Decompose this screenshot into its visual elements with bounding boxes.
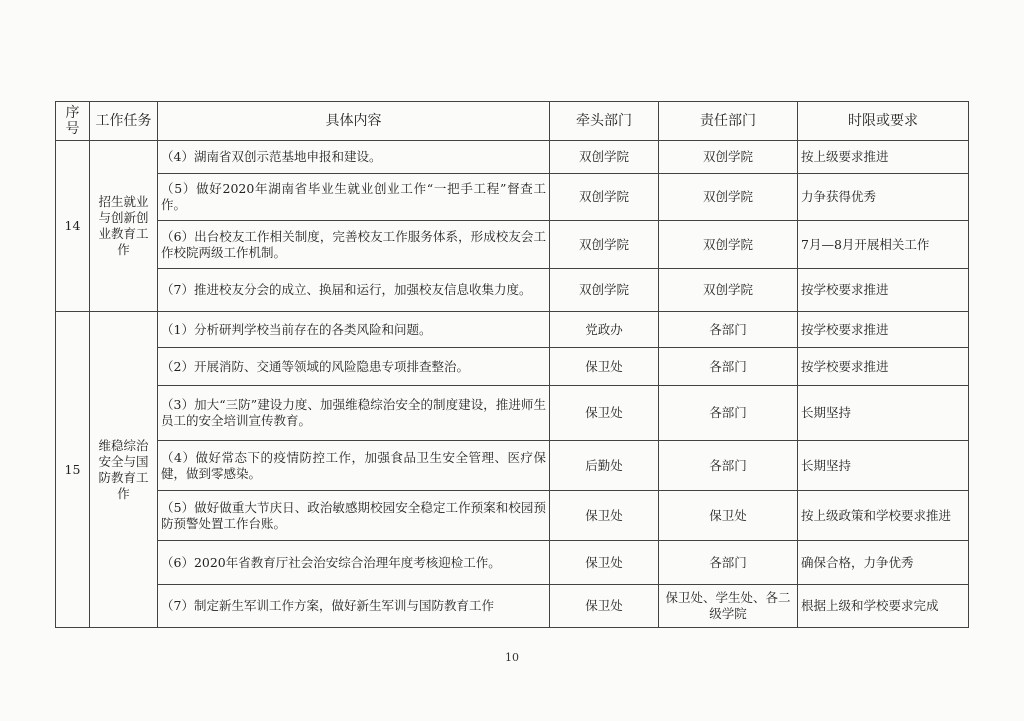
resp-dept-cell: 各部门 [659,541,798,585]
table-row [56,386,969,441]
content-cell: （7）制定新生军训工作方案，做好新生军训与国防教育工作 [158,585,550,628]
content-cell: （2）开展消防、交通等领域的风险隐患专项排查整治。 [158,348,550,386]
lead-dept-cell: 双创学院 [550,269,659,312]
lead-dept-cell: 保卫处 [550,541,659,585]
table-row [56,221,969,269]
resp-dept-cell: 双创学院 [659,221,798,269]
content-cell: （1）分析研判学校当前存在的各类风险和问题。 [158,312,550,348]
resp-dept-cell: 各部门 [659,348,798,386]
resp-dept-cell: 双创学院 [659,269,798,312]
header-seq: 序号 [56,102,90,141]
deadline-cell: 按学校要求推进 [798,269,969,312]
lead-dept-cell: 党政办 [550,312,659,348]
deadline-cell: 按上级要求推进 [798,141,969,174]
content-cell: （6）2020年省教育厅社会治安综合治理年度考核迎检工作。 [158,541,550,585]
header-lead-dept: 牵头部门 [550,102,659,141]
header-resp-dept: 责任部门 [659,102,798,141]
table-row [56,348,969,386]
table-row [56,585,969,628]
resp-dept-cell: 保卫处、学生处、各二级学院 [659,585,798,628]
deadline-cell: 7月—8月开展相关工作 [798,221,969,269]
resp-dept-cell: 双创学院 [659,174,798,221]
lead-dept-cell: 保卫处 [550,348,659,386]
deadline-cell: 按上级政策和学校要求推进 [798,491,969,541]
lead-dept-cell: 保卫处 [550,585,659,628]
content-cell: （3）加大“三防”建设力度、加强维稳综治安全的制度建设，推进师生员工的安全培训宣传教育。 [158,386,550,441]
table-row [56,174,969,221]
deadline-cell: 根据上级和学校要求完成 [798,585,969,628]
task-cell: 招生就业与创新创业教育工作 [90,141,158,312]
lead-dept-cell: 双创学院 [550,221,659,269]
header-task: 工作任务 [90,102,158,141]
table-row [56,491,969,541]
lead-dept-cell: 保卫处 [550,386,659,441]
resp-dept-cell: 双创学院 [659,141,798,174]
content-cell: （4）湖南省双创示范基地申报和建设。 [158,141,550,174]
header-row [56,102,969,141]
content-cell: （5）做好做重大节庆日、政治敏感期校园安全稳定工作预案和校园预防预警处置工作台账。 [158,491,550,541]
deadline-cell: 力争获得优秀 [798,174,969,221]
deadline-cell: 按学校要求推进 [798,348,969,386]
lead-dept-cell: 保卫处 [550,491,659,541]
table-row [56,541,969,585]
lead-dept-cell: 双创学院 [550,174,659,221]
deadline-cell: 长期坚持 [798,441,969,491]
lead-dept-cell: 双创学院 [550,141,659,174]
header-deadline: 时限或要求 [798,102,969,141]
page-number: 10 [505,651,519,664]
work-plan-table [55,101,969,628]
deadline-cell: 长期坚持 [798,386,969,441]
resp-dept-cell: 各部门 [659,312,798,348]
content-cell: （5）做好2020年湖南省毕业生就业创业工作“一把手工程”督查工作。 [158,174,550,221]
seq-cell: 14 [56,141,90,312]
resp-dept-cell: 各部门 [659,386,798,441]
table-row [56,269,969,312]
deadline-cell: 确保合格，力争优秀 [798,541,969,585]
content-cell: （6）出台校友工作相关制度，完善校友工作服务体系，形成校友会工作校院两级工作机制。 [158,221,550,269]
resp-dept-cell: 各部门 [659,441,798,491]
resp-dept-cell: 保卫处 [659,491,798,541]
table-row [56,441,969,491]
deadline-cell: 按学校要求推进 [798,312,969,348]
lead-dept-cell: 后勤处 [550,441,659,491]
header-content: 具体内容 [158,102,550,141]
content-cell: （4）做好常态下的疫情防控工作，加强食品卫生安全管理、医疗保健，做到零感染。 [158,441,550,491]
table-row [56,312,969,348]
table-row [56,141,969,174]
seq-cell: 15 [56,312,90,628]
content-cell: （7）推进校友分会的成立、换届和运行，加强校友信息收集力度。 [158,269,550,312]
task-cell: 维稳综治安全与国防教育工作 [90,312,158,628]
